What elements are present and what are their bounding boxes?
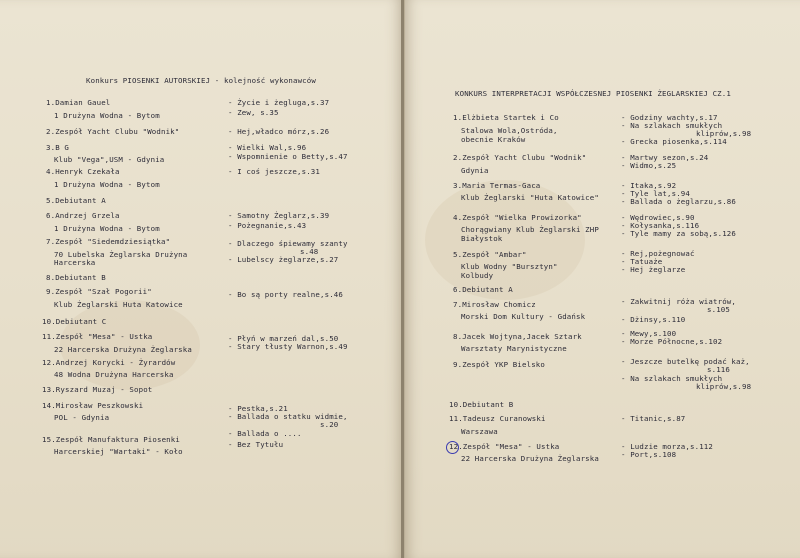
left-entry-3-performer: 3.B G xyxy=(46,143,69,152)
left-entry-7-song-1: - Dlaczego śpiewamy szanty xyxy=(228,239,348,248)
right-entry-9-song-1: - Jeszcze butelkę podać każ, xyxy=(621,357,750,366)
right-entry-8-song-2: - Morze Północne,s.102 xyxy=(621,337,723,346)
left-entry-15-song-1: - Bez Tytułu xyxy=(228,440,284,449)
right-entry-4-song-2: - Kołysanka,s.116 xyxy=(621,221,700,230)
left-entry-6-performer: 6.Andrzej Grzela xyxy=(46,211,120,220)
right-entry-3-performer: 3.Maria Termas-Gaca xyxy=(453,181,541,190)
left-entry-6-song-2: - Pożegnanie,s.43 xyxy=(228,221,307,230)
right-entry-5-song-1: - Rej,pożegnować xyxy=(621,249,695,258)
right-entry-8-song-1: - Mewy,s.100 xyxy=(621,329,677,338)
left-entry-15-club: Harcerskiej "Wartaki" - Koło xyxy=(54,447,183,456)
left-entry-7-song-2: - Lubelscy żeglarze,s.27 xyxy=(228,255,339,264)
right-entry-9-performer: 9.Zespół YKP Bielsko xyxy=(453,360,545,369)
left-entry-9-song-1: - Bo są porty realne,s.46 xyxy=(228,290,343,299)
right-entry-3-song-2: - Tyle lat,s.94 xyxy=(621,189,690,198)
left-entry-14-song-3: - Ballada o .... xyxy=(228,429,302,438)
left-entry-11-song-1: - Płyń w marzeń dal,s.50 xyxy=(228,334,339,343)
right-entry-1-club-2: obecnie Kraków xyxy=(461,135,526,144)
right-entry-5-song-3: - Hej żeglarze xyxy=(621,265,686,274)
left-entry-14-song-2: - Ballada o statku widmie, xyxy=(228,412,348,421)
right-entry-7-song-1-page: s.105 xyxy=(707,305,730,314)
right-entry-2-song-2: - Widmo,s.25 xyxy=(621,161,677,170)
right-entry-1-song-2: - Na szlakach smukłych xyxy=(621,121,723,130)
left-entry-13-performer: 13.Ryszard Muzaj - Sopot xyxy=(42,385,153,394)
left-entry-9-club: Klub Żeglarski Huta Katowice xyxy=(54,300,183,309)
right-entry-1-performer: 1.Elżbieta Startek i Co xyxy=(453,113,559,122)
left-entry-7-club-2: Harcerska xyxy=(54,258,96,267)
right-entry-4-performer: 4.Zespół "Wielka Prowizorka" xyxy=(453,213,582,222)
right-entry-4-song-1: - Wędrowiec,s.90 xyxy=(621,213,695,222)
right-entry-5-club-2: Kolbudy xyxy=(461,271,494,280)
left-entry-11-performer: 11.Zespół "Mesa" - Ustka xyxy=(42,332,153,341)
right-entry-5-song-2: - Tatuaże xyxy=(621,257,663,266)
left-entry-15-performer: 15.Zespół Manufaktura Piosenki xyxy=(42,435,180,444)
left-entry-12-club: 48 Wodna Drużyna Harcerska xyxy=(54,370,174,379)
right-entry-6-performer: 6.Debiutant A xyxy=(453,285,513,294)
right-entry-9-song-2: - Na szlakach smukłych xyxy=(621,374,723,383)
right-entry-11-song-1: - Titanic,s.87 xyxy=(621,414,686,423)
right-entry-7-club: Morski Dom Kultury - Gdańsk xyxy=(461,312,586,321)
left-entry-3-club: Klub "Vega",USM - Gdynia xyxy=(54,155,165,164)
left-entry-14-song-1: - Pestka,s.21 xyxy=(228,404,288,413)
right-entry-12-performer: 12.Zespół "Mesa" - Ustka xyxy=(449,442,560,451)
right-entry-10-performer: 10.Debiutant B xyxy=(449,400,514,409)
right-entry-7-performer: 7.Mirosław Chomicz xyxy=(453,300,536,309)
left-entry-7-club: 70 Lubelska Żeglarska Drużyna xyxy=(54,250,188,259)
right-entry-3-song-3: - Ballada o żeglarzu,s.86 xyxy=(621,197,736,206)
right-entry-1-club: Stalowa Wola,Ostróda, xyxy=(461,126,558,135)
left-entry-3-song-2: - Wspomnienie o Betty,s.47 xyxy=(228,152,348,161)
left-page-title: Konkurs PIOSENKI AUTORSKIEJ - kolejność wykonawców xyxy=(86,76,316,85)
left-entry-4-performer: 4.Henryk Czekała xyxy=(46,167,120,176)
right-page xyxy=(404,0,800,558)
right-entry-12-song-1: - Ludzie morza,s.112 xyxy=(621,442,713,451)
right-entry-11-club: Warszawa xyxy=(461,427,498,436)
left-entry-1-song-2: - Zew, s.35 xyxy=(228,108,279,117)
left-entry-3-song-1: - Wielki Wal,s.96 xyxy=(228,143,307,152)
left-entry-7-performer: 7.Zespół "Siedemdziesiątka" xyxy=(46,237,171,246)
left-entry-6-club: 1 Drużyna Wodna - Bytom xyxy=(54,224,160,233)
right-entry-2-club: Gdynia xyxy=(461,166,489,175)
left-entry-14-performer: 14.Mirosław Peszkowski xyxy=(42,401,144,410)
left-entry-1-performer: 1.Damian Gauel xyxy=(46,98,111,107)
right-entry-1-song-3: - Grecka piosenka,s.114 xyxy=(621,137,727,146)
left-entry-11-club: 22 Harcerska Drużyna Żeglarska xyxy=(54,345,192,354)
right-entry-11-performer: 11.Tadeusz Curanowski xyxy=(449,414,546,423)
right-entry-5-performer: 5.Zespół "Ambar" xyxy=(453,250,527,259)
right-entry-2-song-1: - Martwy sezon,s.24 xyxy=(621,153,709,162)
right-entry-2-performer: 2.Zespół Yacht Clubu "Wodnik" xyxy=(453,153,587,162)
right-entry-12-song-2: - Port,s.108 xyxy=(621,450,677,459)
left-entry-2-song-1: - Hej,władco mórz,s.26 xyxy=(228,127,330,136)
left-entry-14-song-2-page: s.20 xyxy=(320,420,339,429)
left-entry-10-performer: 10.Debiutant C xyxy=(42,317,107,326)
left-entry-9-performer: 9.Zespół "Szał Pogorii" xyxy=(46,287,152,296)
right-page-title: KONKURS INTERPRETACJI WSPÓŁCZESNEJ PIOSENKI ŻEGLARSKIEJ CZ.1 xyxy=(455,89,731,98)
right-entry-9-song-2-page: kliprów,s.98 xyxy=(696,382,752,391)
right-entry-4-song-3: - Tyle mamy za sobą,s.126 xyxy=(621,229,736,238)
left-entry-2-performer: 2.Zespół Yacht Clubu "Wodnik" xyxy=(46,127,180,136)
right-entry-9-song-1-page: s.116 xyxy=(707,365,730,374)
left-entry-1-song-1: - Życie i żegluga,s.37 xyxy=(228,98,330,107)
left-entry-1-club: 1 Drużyna Wodna - Bytom xyxy=(54,111,160,120)
right-entry-5-club: Klub Wodny "Bursztyn" xyxy=(461,262,558,271)
right-entry-4-club: Chorągwiany Klub Żeglarski ZHP xyxy=(461,225,599,234)
right-entry-4-club-2: Białystok xyxy=(461,234,503,243)
right-entry-8-performer: 8.Jacek Wojtyna,Jacek Sztark xyxy=(453,332,582,341)
left-entry-5-performer: 5.Debiutant A xyxy=(46,196,106,205)
right-entry-12-club: 22 Harcerska Drużyna Żeglarska xyxy=(461,454,599,463)
left-entry-4-club: 1 Drużyna Wodna - Bytom xyxy=(54,180,160,189)
left-entry-11-song-2: - Stary tłusty Warnon,s.49 xyxy=(228,342,348,351)
left-entry-8-performer: 8.Debiutant B xyxy=(46,273,106,282)
left-entry-12-performer: 12.Andrzej Korycki - Żyrardów xyxy=(42,358,176,367)
right-entry-7-song-1: - Zakwitnij róża wiatrów, xyxy=(621,297,736,306)
right-entry-3-club: Klub Żeglarski "Huta Katowice" xyxy=(461,193,599,202)
left-entry-14-club: POL - Gdynia xyxy=(54,413,110,422)
left-entry-6-song-1: - Samotny Żeglarz,s.39 xyxy=(228,211,330,220)
right-entry-1-song-2-page: kliprów,s.98 xyxy=(696,129,752,138)
right-entry-7-song-2: - Dżinsy,s.110 xyxy=(621,315,686,324)
left-entry-7-song-1-page: s.48 xyxy=(300,247,319,256)
right-entry-8-club: Warsztaty Marynistyczne xyxy=(461,344,567,353)
left-entry-4-song-1: - I coś jeszcze,s.31 xyxy=(228,167,320,176)
right-entry-1-song-1: - Godziny wachty,s.17 xyxy=(621,113,718,122)
right-entry-3-song-1: - Itaka,s.92 xyxy=(621,181,677,190)
